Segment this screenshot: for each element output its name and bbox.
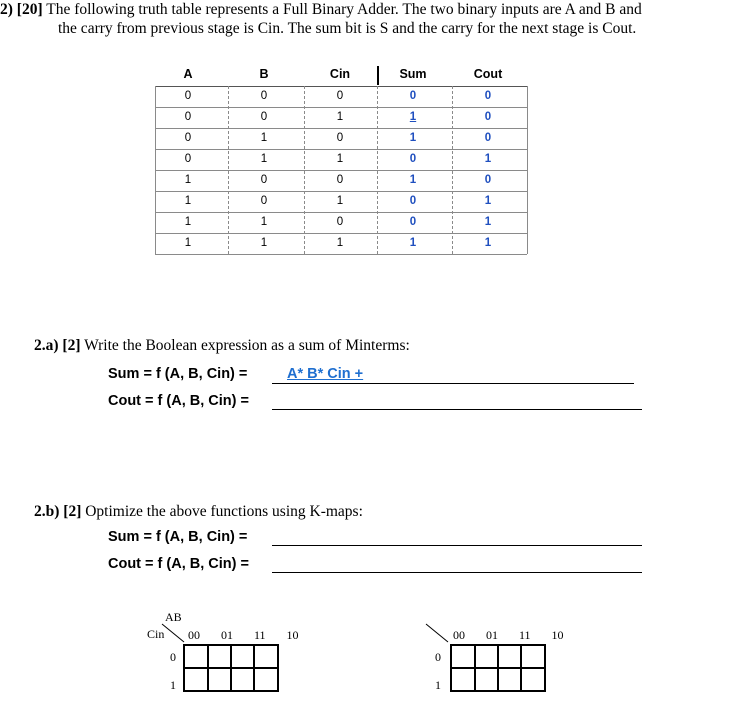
- cell-cout: 1: [484, 195, 492, 207]
- kmap-right-row-1: 1: [435, 678, 441, 692]
- part-b-cout-expr: Cout = f (A, B, Cin) =: [108, 556, 249, 572]
- sum-answer-line[interactable]: [272, 383, 634, 384]
- header-cout: Cout: [473, 67, 503, 81]
- cell-cin: 1: [336, 111, 344, 123]
- part-a-heading: [34, 337, 410, 355]
- cell-a: 1: [184, 174, 192, 186]
- table-rule: [155, 254, 527, 255]
- cell-a: 0: [184, 153, 192, 165]
- cell-cin: 1: [336, 153, 344, 165]
- part-a-instruction: Write the Boolean expression as a sum of Minterms:: [84, 337, 410, 354]
- table-col-line: [228, 86, 229, 254]
- cell-sum: 1: [409, 132, 417, 144]
- header-sum: Sum: [399, 67, 427, 81]
- cell-cin: 0: [336, 216, 344, 228]
- cell-sum: 1: [409, 111, 417, 123]
- kmap-right-columns: 00 01 11 10: [453, 628, 564, 642]
- question-header: [0, 0, 700, 38]
- cell-sum: 1: [409, 237, 417, 249]
- cell-cin: 0: [336, 132, 344, 144]
- cell-b: 0: [260, 195, 268, 207]
- cell-sum: 0: [409, 153, 417, 165]
- cell-cout: 1: [484, 237, 492, 249]
- cell-cin: 0: [336, 90, 344, 102]
- cell-b: 1: [260, 132, 268, 144]
- table-col-line: [527, 86, 528, 254]
- header-divider: [377, 66, 379, 85]
- kmap-sum-answer-line[interactable]: [272, 545, 642, 546]
- table-rule: [155, 107, 527, 108]
- cell-b: 1: [260, 216, 268, 228]
- cell-sum: 0: [409, 90, 417, 102]
- cell-sum: 0: [409, 216, 417, 228]
- kmap-left-grid[interactable]: [183, 644, 279, 692]
- cell-a: 0: [184, 111, 192, 123]
- header-cin: Cin: [329, 67, 351, 81]
- cell-b: 0: [260, 174, 268, 186]
- table-rule: [155, 233, 527, 234]
- cell-b: 1: [260, 153, 268, 165]
- table-rule: [155, 212, 527, 213]
- cell-a: 0: [184, 132, 192, 144]
- part-b-instruction: Optimize the above functions using K-maps:: [85, 503, 363, 520]
- kmap-right-corner-diagonal: [424, 622, 454, 644]
- table-rule: [155, 170, 527, 171]
- cell-cin: 1: [336, 195, 344, 207]
- kmap-left-row-0: 0: [170, 650, 176, 664]
- table-col-line: [377, 86, 378, 254]
- part-b-label: 2.b) [2]: [34, 503, 82, 520]
- cell-cout: 0: [484, 174, 492, 186]
- table-col-line: [155, 86, 156, 254]
- table-rule: [155, 149, 527, 150]
- cout-answer-line[interactable]: [272, 409, 642, 410]
- cell-cout: 1: [484, 153, 492, 165]
- header-b: B: [259, 67, 269, 81]
- part-a-cout-expr: Cout = f (A, B, Cin) =: [108, 393, 249, 409]
- cell-a: 1: [184, 195, 192, 207]
- part-b-heading: [34, 503, 363, 521]
- kmap-cout-answer-line[interactable]: [272, 572, 642, 573]
- cell-cin: 1: [336, 237, 344, 249]
- cell-a: 1: [184, 237, 192, 249]
- kmap-left-columns: 00 01 11 10: [188, 628, 299, 642]
- question-text-line1: The following truth table represents a Full Binary Adder. The two binary inputs are A and B and: [46, 1, 642, 18]
- cell-a: 0: [184, 90, 192, 102]
- table-col-line: [452, 86, 453, 254]
- cell-cout: 0: [484, 90, 492, 102]
- table-rule: [155, 191, 527, 192]
- kmap-corner-ab: AB: [165, 610, 182, 624]
- question-text-line2: the carry from previous stage is Cin. The sum bit is S and the carry for the next stage is Cout.: [58, 20, 637, 37]
- cell-sum: 1: [409, 174, 417, 186]
- part-b-sum-expr: Sum = f (A, B, Cin) =: [108, 529, 248, 545]
- kmap-corner-diagonal: [160, 622, 190, 644]
- header-a: A: [183, 67, 193, 81]
- part-a-sum-expr: Sum = f (A, B, Cin) =: [108, 366, 248, 382]
- cell-cout: 0: [484, 132, 492, 144]
- part-a-label: 2.a) [2]: [34, 337, 81, 354]
- table-rule: [155, 128, 527, 129]
- part-a-sum-answer[interactable]: A* B* Cin +: [287, 366, 364, 382]
- kmap-right-grid[interactable]: [450, 644, 546, 692]
- cell-sum: 0: [409, 195, 417, 207]
- cell-cout: 0: [484, 111, 492, 123]
- table-col-line: [304, 86, 305, 254]
- cell-b: 1: [260, 237, 268, 249]
- kmap-corner-cin: Cin: [147, 627, 165, 641]
- question-number: 2) [20]: [0, 1, 43, 18]
- cell-cin: 0: [336, 174, 344, 186]
- kmap-left-row-1: 1: [170, 678, 176, 692]
- cell-a: 1: [184, 216, 192, 228]
- cell-b: 0: [260, 90, 268, 102]
- cell-cout: 1: [484, 216, 492, 228]
- table-rule: [155, 86, 527, 87]
- cell-b: 0: [260, 111, 268, 123]
- kmap-right-row-0: 0: [435, 650, 441, 664]
